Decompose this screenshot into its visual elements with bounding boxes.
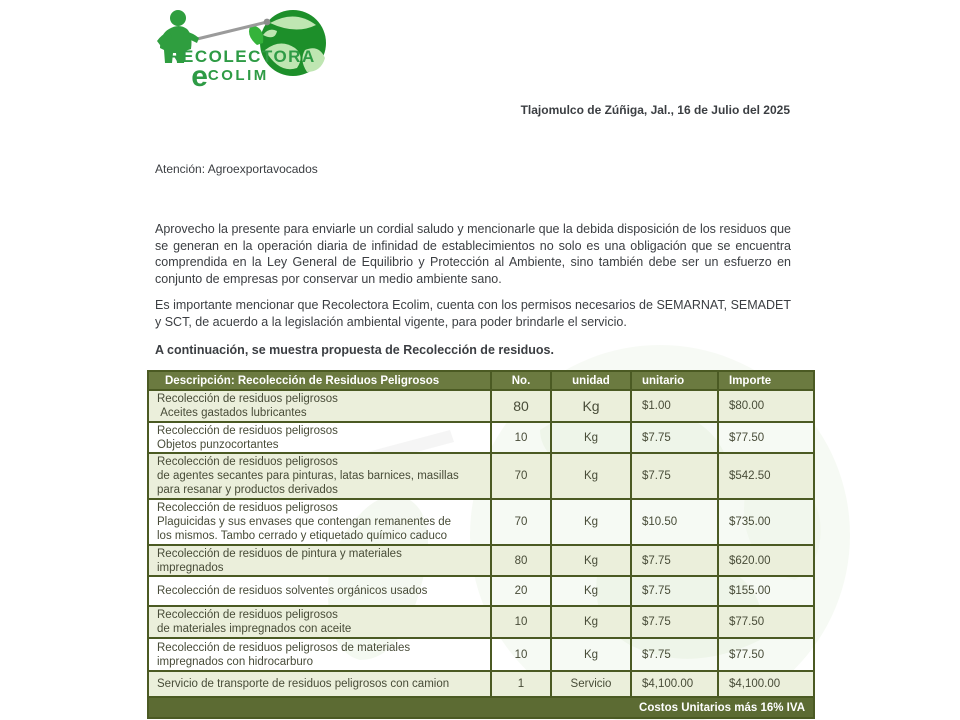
table-row: [149, 391, 813, 423]
unit-price-cell: $7.75: [632, 577, 719, 605]
description-line: para resanar y productos derivados: [157, 484, 338, 496]
description-line: Recolección de residuos peligrosos: [157, 393, 338, 405]
header-cell: unidad: [552, 372, 632, 389]
header-cell: unitario: [632, 372, 719, 389]
description-cell: [149, 639, 492, 670]
table-row: [149, 607, 813, 639]
description-cell: [149, 672, 492, 696]
brand-name-recolectora: RECOLECTORA: [168, 47, 316, 66]
description-line: Recolección de residuos peligrosos: [157, 456, 338, 468]
quantity-cell: 10: [492, 607, 552, 637]
description-line: impregnados: [157, 561, 224, 574]
description-line: Servicio de transporte de residuos peligrosos con camion: [157, 678, 450, 690]
header-cell: No.: [492, 372, 552, 389]
quantity-cell: 1: [492, 672, 552, 696]
unit-price-cell: $4,100.00: [632, 672, 719, 696]
table-row: [149, 546, 813, 577]
description-line: Recolección de residuos peligrosos: [157, 424, 338, 437]
amount-cell: $4,100.00: [729, 678, 781, 690]
description-line: de agentes secantes para pinturas, latas barnices, masillas: [157, 470, 459, 482]
description-cell: [149, 546, 492, 575]
amount-cell: $77.50: [729, 616, 765, 628]
service-table-footer: [149, 698, 813, 717]
quantity-cell: 20: [492, 577, 552, 605]
description-cell: [149, 577, 492, 605]
description-cell: [149, 607, 492, 637]
unit-cell: Kg: [552, 577, 632, 605]
unit-price-cell: $7.75: [632, 639, 719, 670]
quantity-cell: 10: [492, 423, 552, 452]
table-row: [149, 672, 813, 698]
table-footer-note: Costos Unitarios más 16% IVA: [639, 701, 805, 714]
service-table: [147, 370, 815, 719]
quantity-cell: 70: [492, 454, 552, 498]
description-line: Objetos punzocortantes: [157, 438, 279, 451]
table-row: [149, 500, 813, 546]
unit-price-cell: $7.75: [632, 423, 719, 452]
service-table-header: [149, 372, 813, 391]
unit-price-cell: $10.50: [632, 500, 719, 544]
description-line: Recolección de residuos solventes orgánicos usados: [157, 585, 428, 597]
unit-cell: Kg: [552, 607, 632, 637]
unit-cell: Kg: [552, 639, 632, 670]
brand-name-ecolim: [155, 62, 305, 92]
amount-cell: $735.00: [729, 516, 771, 528]
amount-cell: $155.00: [729, 585, 771, 597]
description-line: los mismos. Tambo cerrado y etiquetado químico caduco: [157, 530, 447, 542]
table-row: [149, 639, 813, 672]
description-line: Recolección de residuos peligrosos de materiales: [157, 641, 411, 654]
unit-cell: Kg: [552, 454, 632, 498]
description-cell: [149, 454, 492, 498]
unit-price-cell: $7.75: [632, 607, 719, 637]
unit-cell: Servicio: [552, 672, 632, 696]
company-logo: [145, 5, 340, 100]
description-cell: [149, 391, 492, 421]
unit-cell: Kg: [552, 546, 632, 575]
description-line: Aceites gastados lubricantes: [157, 407, 307, 419]
description-cell: [149, 500, 492, 544]
amount-cell: $542.50: [729, 470, 771, 482]
brand-letter-e: e: [191, 60, 208, 93]
unit-cell: Kg: [552, 391, 632, 421]
quantity-cell: 10: [492, 639, 552, 670]
table-row: [149, 454, 813, 500]
letter-paragraph-2: Es importante mencionar que Recolectora Ecolim, cuenta con los permisos necesarios de SEMARNAT, SEMADET y SCT, de acuerdo a la legislación ambiental vigente, para poder brindarle el servicio.: [155, 298, 791, 329]
unit-cell: Kg: [552, 423, 632, 452]
description-line: impregnados con hidrocarburo: [157, 655, 313, 668]
date-line: Tlajomulco de Zúñiga, Jal., 16 de Julio del 2025: [520, 103, 790, 117]
unit-price-cell: $7.75: [632, 546, 719, 575]
header-cell: Importe: [729, 374, 772, 387]
table-row: [149, 423, 813, 454]
brand-colim: COLIM: [207, 67, 269, 84]
description-cell: [149, 423, 492, 452]
attention-line: Atención: Agroexportavocados: [155, 162, 318, 176]
letter-paragraph-1: Aprovecho la presente para enviarle un cordial saludo y mencionarle que la debida disposición de los residuos que se generan en la operación diaria de infinidad de establecimientos no solo es una obligación que se encuentra comprendida en la Ley General de Equilibrio y Protección al Ambiente, sino también debe ser un esfuerzo en conjunto de empresas por conservar un medio ambiente sano.: [155, 222, 791, 286]
service-table-body: [149, 391, 813, 698]
proposal-intro-line: A continuación, se muestra propuesta de Recolección de residuos.: [155, 343, 554, 357]
amount-cell: $80.00: [729, 400, 765, 412]
amount-cell: $77.50: [729, 431, 765, 444]
quantity-cell: 80: [492, 391, 552, 421]
quantity-cell: 70: [492, 500, 552, 544]
unit-price-cell: $1.00: [632, 391, 719, 421]
amount-cell: $77.50: [729, 648, 765, 661]
amount-cell: $620.00: [729, 554, 771, 567]
quantity-cell: 80: [492, 546, 552, 575]
description-line: Recolección de residuos de pintura y materiales: [157, 547, 402, 560]
header-cell: Descripción: Recolección de Residuos Peligrosos: [149, 372, 492, 389]
table-row: [149, 577, 813, 607]
description-line: Recolección de residuos peligrosos: [157, 502, 338, 514]
description-line: de materiales impregnados con aceite: [157, 623, 352, 635]
description-line: Recolección de residuos peligrosos: [157, 609, 338, 621]
unit-price-cell: $7.75: [632, 454, 719, 498]
description-line: Plaguicidas y sus envases que contengan remanentes de: [157, 516, 452, 528]
unit-cell: Kg: [552, 500, 632, 544]
